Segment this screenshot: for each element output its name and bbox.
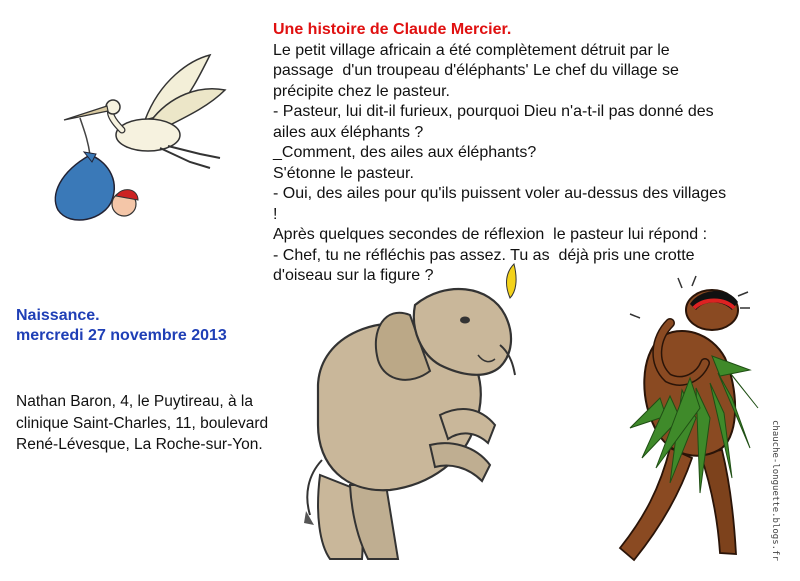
birth-date: mercredi 27 novembre 2013 [16, 327, 227, 344]
stork-illustration [50, 50, 240, 240]
elephant-illustration [290, 275, 515, 570]
story-line: ailes aux éléphants ? [273, 123, 424, 141]
birth-announcement-heading [16, 306, 276, 346]
story-title: Une histoire de Claude Mercier. [273, 21, 512, 38]
story-line: Après quelques secondes de réflexion le pasteur lui répond : [273, 226, 708, 243]
story-line: passage d'un troupeau d'éléphants' Le chef du village se [273, 62, 679, 79]
story-line: S'étonne le pasteur. [273, 164, 414, 182]
story-line: - Pasteur, lui dit-il furieux, pourquoi Dieu n'a-t-il pas donné des [273, 103, 714, 120]
story-line: Le petit village africain a été complètement détruit par le [273, 41, 670, 59]
chief-illustration [600, 278, 780, 568]
watermark: chauche-longuette.blogs.fr [770, 420, 780, 561]
story-line: _Comment, des ailes aux éléphants? [273, 144, 537, 161]
story-line: d'oiseau sur la figure ? [273, 267, 434, 284]
story-line: - Chef, tu ne réfléchis pas assez. Tu as déjà pris une crotte [273, 246, 695, 264]
birth-announcement-text: Nathan Baron, 4, le Puytireau, à la clinique Saint-Charles, 11, boulevard René-Lévesque, La Roche-sur-Yon. [16, 393, 269, 453]
story-line: ! [273, 205, 278, 223]
story-line: précipite chez le pasteur. [273, 82, 450, 100]
story-line: - Oui, des ailes pour qu'ils puissent voler au-dessus des villages [273, 185, 727, 202]
birth-heading: Naissance. [16, 307, 100, 324]
story-block [273, 20, 783, 287]
